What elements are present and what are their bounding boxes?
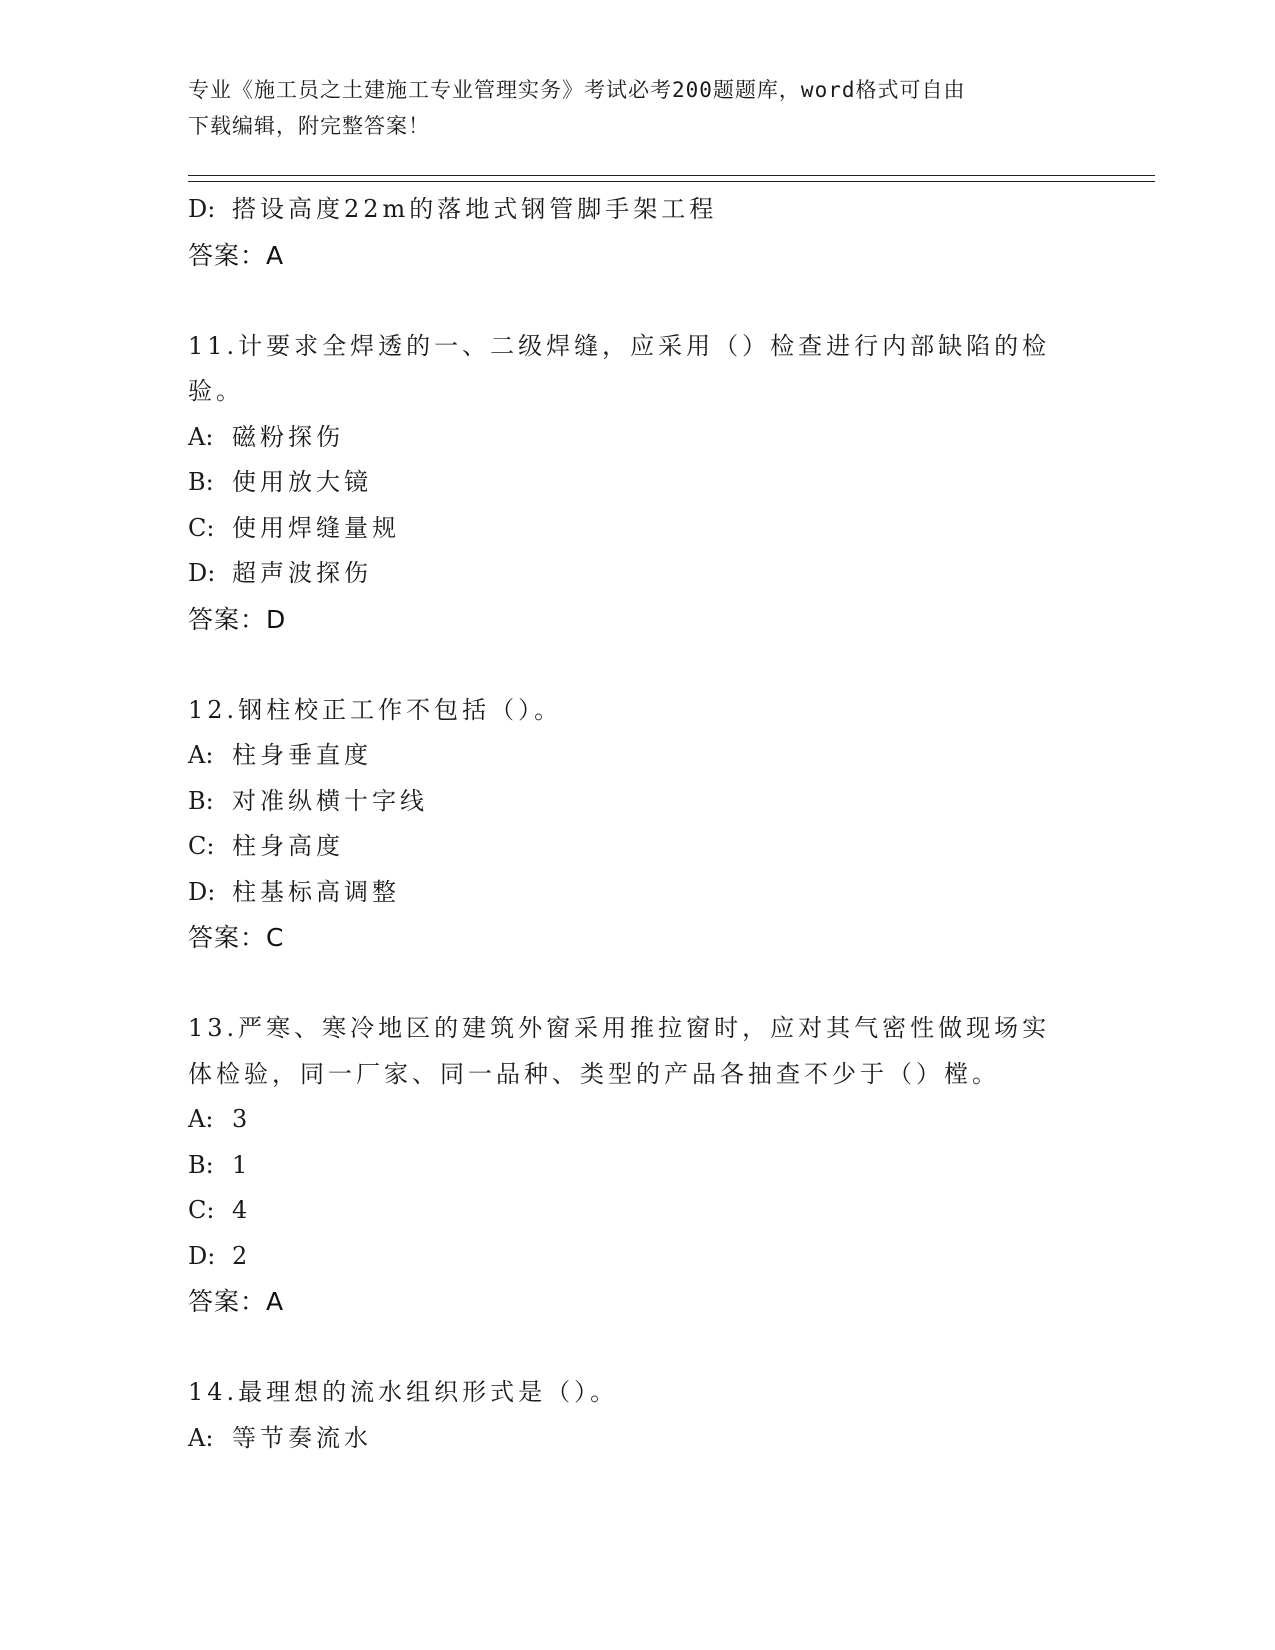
question-13-text — [188, 1006, 1088, 1097]
option-text: 对准纵横十字线 — [232, 786, 428, 815]
option-letter: B: — [188, 786, 214, 815]
option-b — [188, 460, 1088, 506]
option-letter: C: — [188, 1196, 215, 1224]
question-line: 体检验，同一厂家、同一品种、类型的产品各抽查不少于（）樘。 — [188, 1059, 1000, 1088]
option-text: 2 — [232, 1241, 252, 1270]
option-letter: B: — [188, 468, 214, 496]
option-c — [188, 824, 1088, 870]
header-divider-top — [188, 175, 1155, 176]
option-d — [188, 551, 1088, 597]
option-text: 3 — [232, 1105, 252, 1133]
question-12-text — [188, 688, 1088, 734]
header-line-1: 专业《施工员之土建施工专业管理实务》考试必考200题题库，word格式可自由 — [188, 78, 966, 102]
option-text: 超声波探伤 — [232, 559, 372, 587]
option-letter: A: — [188, 1423, 214, 1452]
option-d — [188, 870, 1088, 916]
option-letter: D: — [188, 195, 216, 223]
question-line: 12.钢柱校正工作不包括（）。 — [188, 695, 563, 724]
option-text: 等节奏流水 — [232, 1423, 372, 1452]
option-letter: A: — [188, 422, 214, 451]
option-text: 1 — [232, 1150, 252, 1179]
option-text: 柱身垂直度 — [232, 741, 372, 769]
option-c — [188, 1188, 1088, 1234]
question-content — [188, 187, 1088, 1461]
option-text: 4 — [232, 1196, 252, 1224]
option-d — [188, 1234, 1088, 1280]
header-line-2: 下载编辑，附完整答案！ — [188, 114, 430, 138]
option-b — [188, 1143, 1088, 1189]
option-a — [188, 733, 1088, 779]
document-header — [188, 72, 1088, 144]
option-letter: D: — [188, 1241, 216, 1270]
option-letter: C: — [188, 832, 215, 860]
option-letter: B: — [188, 1150, 214, 1179]
question-line: 验。 — [188, 377, 244, 405]
option-text: 搭设高度22m的落地式钢管脚手架工程 — [232, 195, 718, 223]
answer-line: 答案：C — [188, 923, 285, 952]
option-a — [188, 415, 1088, 461]
question-line: 13.严寒、寒冷地区的建筑外窗采用推拉窗时，应对其气密性做现场实 — [188, 1014, 1051, 1042]
header-divider-bottom — [188, 181, 1155, 182]
answer-line: 答案：A — [188, 240, 285, 270]
option-a — [188, 1416, 1088, 1462]
option-letter: A: — [188, 1105, 214, 1133]
question-14-text — [188, 1370, 1088, 1416]
option-letter: D: — [188, 877, 216, 906]
question-11-text — [188, 324, 1088, 415]
question-line: 14.最理想的流水组织形式是（）。 — [188, 1378, 619, 1406]
option-letter: D: — [188, 559, 216, 587]
option-a — [188, 1097, 1088, 1143]
option-c — [188, 506, 1088, 552]
answer-line: 答案：A — [188, 1287, 285, 1316]
option-letter: C: — [188, 513, 215, 542]
option-letter: A: — [188, 741, 214, 769]
answer-line: 答案：D — [188, 604, 287, 634]
option-d — [188, 187, 1088, 233]
option-text: 磁粉探伤 — [232, 422, 344, 451]
option-text: 柱身高度 — [232, 832, 344, 860]
option-text: 柱基标高调整 — [232, 877, 400, 906]
option-b — [188, 779, 1088, 825]
question-line: 11.计要求全焊透的一、二级焊缝，应采用（）检查进行内部缺陷的检 — [188, 331, 1051, 360]
option-text: 使用焊缝量规 — [232, 513, 400, 542]
option-text: 使用放大镜 — [232, 468, 372, 496]
